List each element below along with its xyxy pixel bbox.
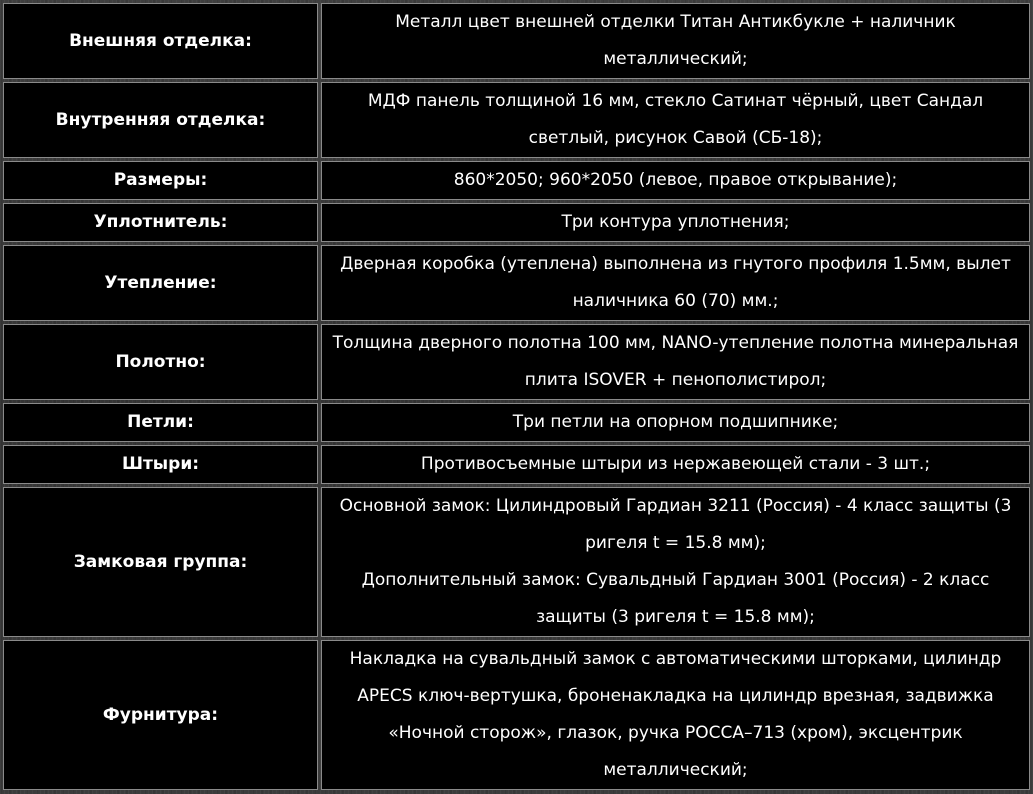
additional-lock-text: Дополнительный замок: Сувальдный Гардиан 3001 (Россия) - 2 класс защиты (3 ригеля t = 15.8 мм); (361, 570, 990, 627)
spec-label-hardware: Фурнитура: (3, 640, 318, 790)
table-row (3, 445, 1030, 484)
table-row (3, 203, 1030, 242)
table-row (3, 161, 1030, 200)
spec-label-door-leaf: Полотно: (3, 324, 318, 400)
spec-value-pins: Противосъемные штыри из нержавеющей стали - 3 шт.; (321, 445, 1030, 484)
spec-label-lock-group: Замковая группа: (3, 487, 318, 637)
spec-value-door-leaf: Толщина дверного полотна 100 мм, NANO-утепление полотна минеральная плита ISOVER + пенополистирол; (321, 324, 1030, 400)
spec-value-hinges: Три петли на опорном подшипнике; (321, 403, 1030, 442)
spec-label-hinges: Петли: (3, 403, 318, 442)
spec-value-seal: Три контура уплотнения; (321, 203, 1030, 242)
spec-label-interior-finish: Внутренняя отделка: (3, 82, 318, 158)
spec-label-insulation: Утепление: (3, 245, 318, 321)
main-lock-text: Основной замок: Цилиндровый Гардиан 3211 (Россия) - 4 класс защиты (3 ригеля t = 15.8 мм); (339, 496, 1012, 553)
spec-value-insulation: Дверная коробка (утеплена) выполнена из гнутого профиля 1.5мм, вылет наличника 60 (70) мм.; (321, 245, 1030, 321)
table-row (3, 82, 1030, 158)
spec-value-hardware: Накладка на сувальдный замок с автоматическими шторками, цилиндр APECS ключ-вертушка, броненакладка на цилиндр врезная, задвижка «Ночной сторож», глазок, ручка РОССА–713 (хром), эксцентрик металлический; (321, 640, 1030, 790)
table-row (3, 245, 1030, 321)
spec-value-lock-group (321, 487, 1030, 637)
spec-label-exterior-finish: Внешняя отделка: (3, 3, 318, 79)
table-row (3, 324, 1030, 400)
spec-label-seal: Уплотнитель: (3, 203, 318, 242)
table-row (3, 640, 1030, 790)
spec-value-interior-finish: МДФ панель толщиной 16 мм, стекло Сатинат чёрный, цвет Сандал светлый, рисунок Савой (СБ-18); (321, 82, 1030, 158)
spec-value-exterior-finish: Металл цвет внешней отделки Титан Антикбукле + наличник металлический; (321, 3, 1030, 79)
spec-label-dimensions: Размеры: (3, 161, 318, 200)
table-row (3, 487, 1030, 637)
spec-value-dimensions: 860*2050; 960*2050 (левое, правое открывание); (321, 161, 1030, 200)
table-row (3, 3, 1030, 79)
spec-label-pins: Штыри: (3, 445, 318, 484)
table-row (3, 403, 1030, 442)
